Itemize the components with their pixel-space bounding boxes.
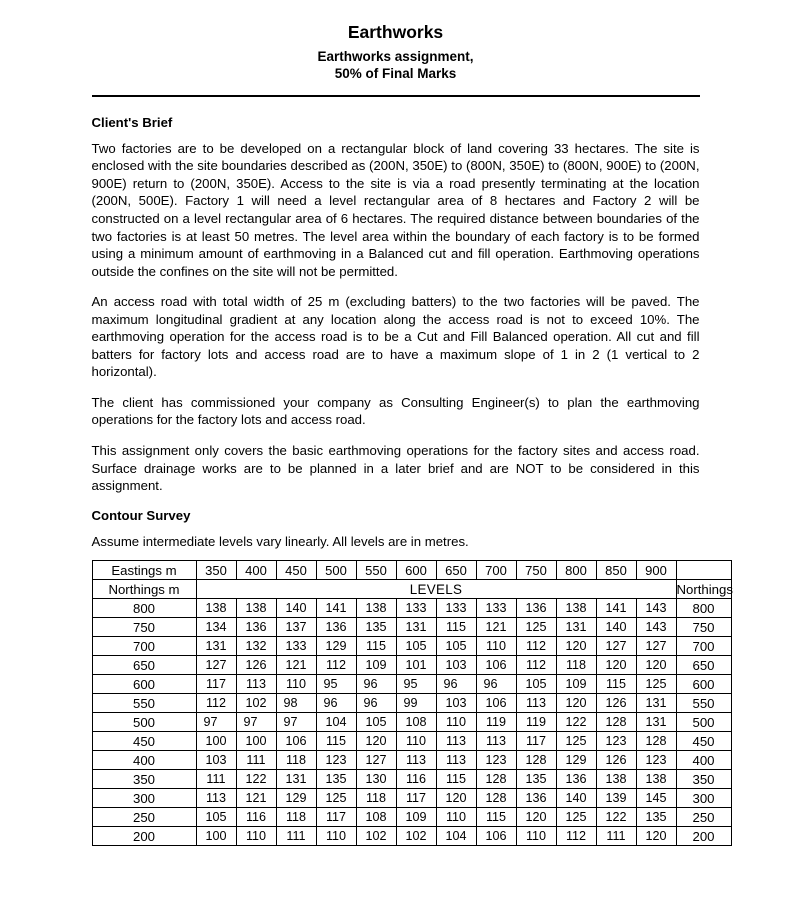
level-cell: 95 <box>396 675 436 694</box>
eastings-header-cell: 350 <box>196 561 236 580</box>
table-row <box>92 827 731 846</box>
clients-brief-heading: Client's Brief <box>91 114 173 130</box>
level-cell: 132 <box>236 637 276 656</box>
level-cell: 111 <box>276 827 316 846</box>
level-cell: 115 <box>356 637 396 656</box>
level-cell: 120 <box>556 637 596 656</box>
level-cell: 96 <box>316 694 356 713</box>
level-cell: 100 <box>236 732 276 751</box>
level-cell: 135 <box>516 770 556 789</box>
level-cell: 103 <box>436 694 476 713</box>
level-cell: 118 <box>556 656 596 675</box>
table-row <box>92 751 731 770</box>
level-cell: 112 <box>516 656 556 675</box>
level-cell: 123 <box>316 751 356 770</box>
level-cell: 110 <box>436 713 476 732</box>
level-cell: 136 <box>236 618 276 637</box>
eastings-header-cell: 650 <box>436 561 476 580</box>
table-head <box>92 561 731 599</box>
level-cell: 127 <box>196 656 236 675</box>
brief-paragraph-2: An access road with total width of 25 m (excluding batters) to the two factories will be paved. The maximum longitudinal gradient at any location along the access road is not to exceed 10%. The earthmoving operation for the access road is to be a Cut and Fill Balanced operation. All cut and fill batters for factory lots and access road are to have a maximum slope of 1 in 2 (1 vertical to 2 horizontal). <box>91 294 700 380</box>
level-cell: 128 <box>476 789 516 808</box>
level-cell: 135 <box>356 618 396 637</box>
contour-survey-heading: Contour Survey <box>91 507 191 523</box>
level-cell: 120 <box>436 789 476 808</box>
level-cell: 131 <box>636 694 676 713</box>
level-cell: 105 <box>356 713 396 732</box>
table-row <box>92 656 731 675</box>
contour-survey-table <box>92 560 732 846</box>
contour-survey-note: Assume intermediate levels vary linearly. All levels are in metres. <box>91 533 469 549</box>
row-northing-label: 450 <box>92 732 196 751</box>
table-row <box>92 808 731 827</box>
table-row <box>92 599 731 618</box>
level-cell: 122 <box>596 808 636 827</box>
level-cell: 140 <box>276 599 316 618</box>
level-cell: 131 <box>556 618 596 637</box>
row-northing-label: 250 <box>92 808 196 827</box>
level-cell: 109 <box>556 675 596 694</box>
level-cell: 113 <box>436 751 476 770</box>
level-cell: 118 <box>356 789 396 808</box>
level-cell: 115 <box>436 770 476 789</box>
level-cell: 123 <box>636 751 676 770</box>
level-cell: 120 <box>596 656 636 675</box>
row-northing-label-right: 450 <box>676 732 731 751</box>
level-cell: 112 <box>316 656 356 675</box>
table-row <box>92 637 731 656</box>
level-cell: 97 <box>276 713 316 732</box>
row-northing-label: 800 <box>92 599 196 618</box>
level-cell: 110 <box>236 827 276 846</box>
level-cell: 136 <box>556 770 596 789</box>
level-cell: 126 <box>236 656 276 675</box>
level-cell: 141 <box>316 599 356 618</box>
level-cell: 98 <box>276 694 316 713</box>
level-cell: 104 <box>436 827 476 846</box>
level-cell: 115 <box>596 675 636 694</box>
level-cell: 127 <box>596 637 636 656</box>
level-cell: 115 <box>316 732 356 751</box>
level-cell: 105 <box>396 637 436 656</box>
level-cell: 113 <box>516 694 556 713</box>
level-cell: 97 <box>236 713 276 732</box>
level-cell: 129 <box>276 789 316 808</box>
row-northing-label-right: 250 <box>676 808 731 827</box>
level-cell: 111 <box>196 770 236 789</box>
row-northing-label-right: 750 <box>676 618 731 637</box>
row-northing-label: 350 <box>92 770 196 789</box>
level-cell: 121 <box>236 789 276 808</box>
row-northing-label-right: 400 <box>676 751 731 770</box>
level-cell: 109 <box>356 656 396 675</box>
level-cell: 136 <box>316 618 356 637</box>
level-cell: 111 <box>236 751 276 770</box>
level-cell: 105 <box>436 637 476 656</box>
level-cell: 100 <box>196 827 236 846</box>
level-cell: 109 <box>396 808 436 827</box>
level-cell: 121 <box>276 656 316 675</box>
row-northing-label: 750 <box>92 618 196 637</box>
level-cell: 117 <box>516 732 556 751</box>
document-subtitle-line-1: Earthworks assignment, <box>317 48 474 64</box>
level-cell: 101 <box>396 656 436 675</box>
brief-paragraph-1: Two factories are to be developed on a rectangular block of land covering 33 hectares. The site is enclosed with the site boundaries described as (200N, 350E) to (800N, 350E) to (800N, 900E) to (200N, 900E) return to (200N, 350E). Access to the site is via a road presently terminating at the location (200N, 500E). Factory 1 will need a level rectangular area of 8 hectares and Factory 2 will be constructed on a level rectangular area of 6 hectares. The required distance between boundaries of the two factories is at least 50 metres. The level area within the boundary of each factory is to be formed using a minimum amount of earthmoving in a Balanced cut and fill operation. Earthmoving operations outside the confines on the site will not be permitted. <box>91 140 700 279</box>
row-northing-label-right: 800 <box>676 599 731 618</box>
level-cell: 96 <box>436 675 476 694</box>
level-cell: 138 <box>196 599 236 618</box>
level-cell: 110 <box>316 827 356 846</box>
level-cell: 127 <box>636 637 676 656</box>
level-cell: 105 <box>516 675 556 694</box>
level-cell: 120 <box>356 732 396 751</box>
row-northing-label-right: 600 <box>676 675 731 694</box>
row-northing-label: 500 <box>92 713 196 732</box>
level-cell: 108 <box>356 808 396 827</box>
level-cell: 145 <box>636 789 676 808</box>
brief-paragraph-3: The client has commissioned your company as Consulting Engineer(s) to plan the earthmoving operations for the factory lots and access road. <box>91 394 700 428</box>
row-northing-label: 400 <box>92 751 196 770</box>
level-cell: 138 <box>596 770 636 789</box>
level-cell: 128 <box>516 751 556 770</box>
level-cell: 110 <box>276 675 316 694</box>
level-cell: 141 <box>596 599 636 618</box>
document-subtitle-line-2: 50% of Final Marks <box>334 66 457 82</box>
row-northing-label: 650 <box>92 656 196 675</box>
eastings-header-cell: 600 <box>396 561 436 580</box>
level-cell: 140 <box>556 789 596 808</box>
level-cell: 117 <box>396 789 436 808</box>
level-cell: 100 <box>196 732 236 751</box>
level-cell: 121 <box>476 618 516 637</box>
level-cell: 112 <box>196 694 236 713</box>
level-cell: 106 <box>476 694 516 713</box>
northings-right-header-label: Northings <box>676 581 733 597</box>
table-header-levels-row <box>92 580 731 599</box>
level-cell: 115 <box>476 808 516 827</box>
level-cell: 112 <box>556 827 596 846</box>
level-cell: 118 <box>276 751 316 770</box>
level-cell: 116 <box>396 770 436 789</box>
level-cell: 122 <box>236 770 276 789</box>
level-cell: 117 <box>316 808 356 827</box>
levels-header-label: LEVELS <box>196 580 676 599</box>
table-row <box>92 732 731 751</box>
page-title: Earthworks <box>347 22 444 42</box>
level-cell: 143 <box>636 599 676 618</box>
document-body <box>91 97 733 846</box>
level-cell: 125 <box>316 789 356 808</box>
level-cell: 129 <box>556 751 596 770</box>
level-cell: 103 <box>436 656 476 675</box>
level-cell: 116 <box>236 808 276 827</box>
level-cell: 127 <box>356 751 396 770</box>
level-cell: 131 <box>636 713 676 732</box>
level-cell: 139 <box>596 789 636 808</box>
level-cell: 113 <box>396 751 436 770</box>
level-cell: 103 <box>196 751 236 770</box>
level-cell: 95 <box>316 675 356 694</box>
level-cell: 135 <box>316 770 356 789</box>
level-cell: 133 <box>396 599 436 618</box>
level-cell: 96 <box>476 675 516 694</box>
level-cell: 113 <box>436 732 476 751</box>
level-cell: 99 <box>396 694 436 713</box>
level-cell: 122 <box>556 713 596 732</box>
level-cell: 137 <box>276 618 316 637</box>
level-cell: 110 <box>516 827 556 846</box>
level-cell: 97 <box>196 713 236 732</box>
row-northing-label: 700 <box>92 637 196 656</box>
level-cell: 129 <box>316 637 356 656</box>
table-header-eastings-row <box>92 561 731 580</box>
level-cell: 138 <box>636 770 676 789</box>
level-cell: 126 <box>596 751 636 770</box>
level-cell: 126 <box>596 694 636 713</box>
level-cell: 130 <box>356 770 396 789</box>
eastings-header-cell: 500 <box>316 561 356 580</box>
level-cell: 108 <box>396 713 436 732</box>
table-row <box>92 675 731 694</box>
eastings-header-cell: 850 <box>596 561 636 580</box>
level-cell: 136 <box>516 789 556 808</box>
level-cell: 113 <box>236 675 276 694</box>
level-cell: 128 <box>596 713 636 732</box>
table-row <box>92 694 731 713</box>
level-cell: 133 <box>276 637 316 656</box>
level-cell: 134 <box>196 618 236 637</box>
level-cell: 128 <box>476 770 516 789</box>
brief-paragraph-4: This assignment only covers the basic earthmoving operations for the factory sites and access road. Surface drainage works are to be planned in a later brief and are NOT to be considered in this assignment. <box>91 443 700 494</box>
level-cell: 106 <box>276 732 316 751</box>
title-block <box>0 0 791 97</box>
level-cell: 125 <box>516 618 556 637</box>
row-northing-label: 200 <box>92 827 196 846</box>
level-cell: 105 <box>196 808 236 827</box>
eastings-header-cell: 800 <box>556 561 596 580</box>
level-cell: 140 <box>596 618 636 637</box>
row-northing-label-right: 500 <box>676 713 731 732</box>
eastings-header-cell: 900 <box>636 561 676 580</box>
level-cell: 113 <box>476 732 516 751</box>
level-cell: 111 <box>596 827 636 846</box>
row-northing-label-right: 650 <box>676 656 731 675</box>
level-cell: 138 <box>236 599 276 618</box>
level-cell: 123 <box>596 732 636 751</box>
row-northing-label-right: 300 <box>676 789 731 808</box>
eastings-header-cell: 550 <box>356 561 396 580</box>
level-cell: 128 <box>636 732 676 751</box>
level-cell: 102 <box>236 694 276 713</box>
eastings-header-cell: 400 <box>236 561 276 580</box>
level-cell: 120 <box>516 808 556 827</box>
level-cell: 96 <box>356 675 396 694</box>
eastings-header-cell: 450 <box>276 561 316 580</box>
eastings-header-cell: 700 <box>476 561 516 580</box>
level-cell: 102 <box>396 827 436 846</box>
level-cell: 96 <box>356 694 396 713</box>
level-cell: 131 <box>196 637 236 656</box>
level-cell: 133 <box>436 599 476 618</box>
level-cell: 125 <box>556 808 596 827</box>
table-row <box>92 770 731 789</box>
level-cell: 131 <box>396 618 436 637</box>
row-northing-label-right: 350 <box>676 770 731 789</box>
row-northing-label: 300 <box>92 789 196 808</box>
level-cell: 119 <box>476 713 516 732</box>
level-cell: 135 <box>636 808 676 827</box>
level-cell: 112 <box>516 637 556 656</box>
level-cell: 131 <box>276 770 316 789</box>
level-cell: 115 <box>436 618 476 637</box>
eastings-header-cell: 750 <box>516 561 556 580</box>
level-cell: 102 <box>356 827 396 846</box>
northings-header-label: Northings m <box>92 580 196 599</box>
row-northing-label-right: 550 <box>676 694 731 713</box>
level-cell: 118 <box>276 808 316 827</box>
level-cell: 117 <box>196 675 236 694</box>
table-row <box>92 713 731 732</box>
eastings-header-label: Eastings m <box>92 561 196 580</box>
level-cell: 138 <box>556 599 596 618</box>
level-cell: 106 <box>476 827 516 846</box>
row-northing-label: 600 <box>92 675 196 694</box>
level-cell: 123 <box>476 751 516 770</box>
level-cell: 138 <box>356 599 396 618</box>
level-cell: 133 <box>476 599 516 618</box>
table-body <box>92 599 731 846</box>
level-cell: 110 <box>396 732 436 751</box>
row-northing-label-right: 200 <box>676 827 731 846</box>
level-cell: 143 <box>636 618 676 637</box>
level-cell: 110 <box>476 637 516 656</box>
level-cell: 110 <box>436 808 476 827</box>
level-cell: 120 <box>636 827 676 846</box>
header-empty-corner-cell <box>676 561 731 580</box>
level-cell: 104 <box>316 713 356 732</box>
table-row <box>92 789 731 808</box>
table-row <box>92 618 731 637</box>
level-cell: 119 <box>516 713 556 732</box>
row-northing-label: 550 <box>92 694 196 713</box>
level-cell: 120 <box>636 656 676 675</box>
row-northing-label-right: 700 <box>676 637 731 656</box>
level-cell: 125 <box>636 675 676 694</box>
level-cell: 113 <box>196 789 236 808</box>
level-cell: 136 <box>516 599 556 618</box>
level-cell: 120 <box>556 694 596 713</box>
level-cell: 106 <box>476 656 516 675</box>
level-cell: 125 <box>556 732 596 751</box>
